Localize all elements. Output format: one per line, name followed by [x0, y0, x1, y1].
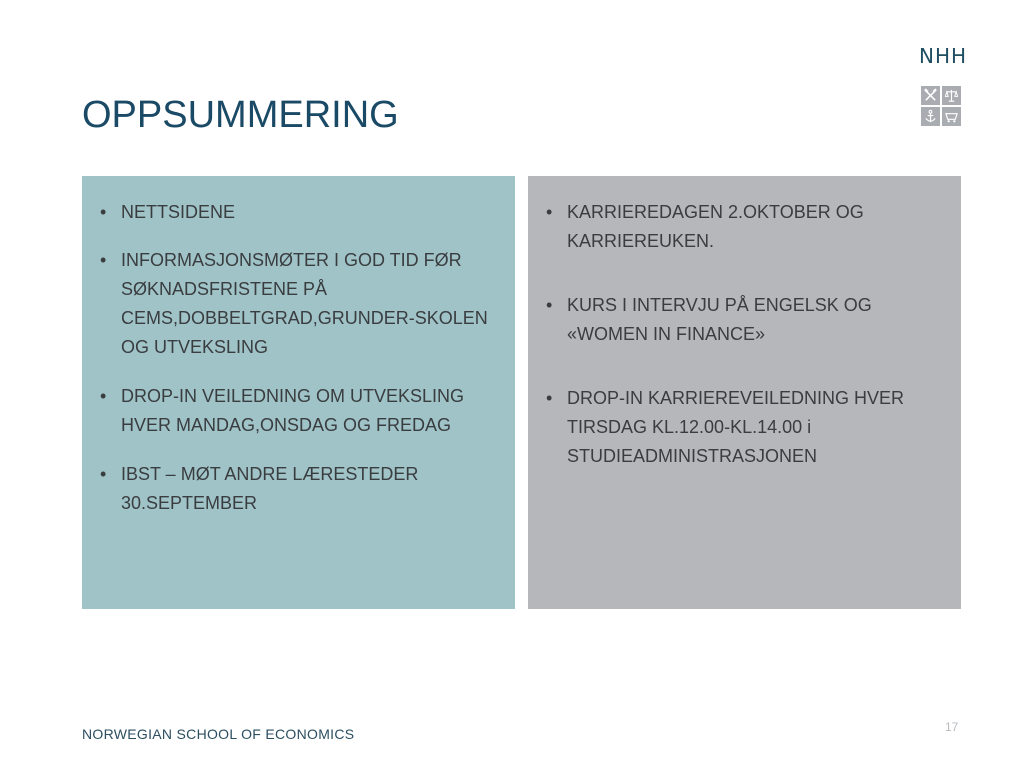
cart-icon: [942, 107, 961, 126]
nhh-logo-emblem: [921, 86, 961, 126]
scales-icon: [942, 86, 961, 105]
list-item: • IBST – MØT ANDRE LÆRESTEDER 30.SEPTEMBER: [98, 460, 495, 518]
list-item: • KARRIEREDAGEN 2.OKTOBER OG KARRIEREUKEN.: [544, 198, 931, 256]
crossed-hammers-icon: [921, 86, 940, 105]
list-item: • DROP-IN VEILEDNING OM UTVEKSLING HVER MANDAG,ONSDAG OG FREDAG: [98, 382, 495, 440]
list-item: • NETTSIDENE: [98, 198, 495, 227]
left-bullet-list: [98, 198, 495, 518]
list-item: • INFORMASJONSMØTER I GOD TID FØR SØKNADSFRISTENE PÅ CEMS,DOBBELTGRAD,GRUNDER-SKOLEN OG UTVEKSLING: [98, 246, 495, 362]
nhh-logo-text: NHH: [919, 44, 968, 68]
list-item: • KURS I INTERVJU PÅ ENGELSK OG «WOMEN IN FINANCE»: [544, 291, 931, 349]
anchor-icon: [921, 107, 940, 126]
left-panel: [82, 176, 515, 609]
slide-title: OPPSUMMERING: [82, 94, 399, 136]
right-bullet-list: [544, 198, 931, 471]
right-panel: [528, 176, 961, 609]
page-number: 17: [945, 720, 959, 734]
list-item: • DROP-IN KARRIEREVEILEDNING HVER TIRSDAG KL.12.00-KL.14.00 i STUDIEADMINISTRASJONEN: [544, 384, 931, 471]
footer-school-name: NORWEGIAN SCHOOL OF ECONOMICS: [82, 726, 355, 742]
